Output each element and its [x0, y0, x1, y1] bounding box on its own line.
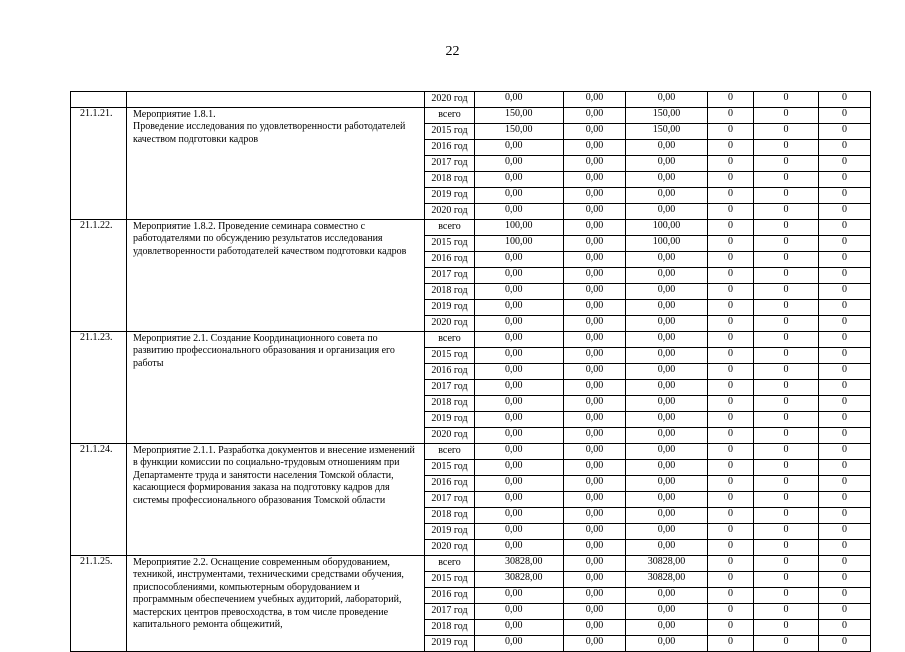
table-row — [71, 220, 871, 236]
federal-cell: 0,00 — [564, 508, 626, 524]
year-cell: 2017 год — [425, 156, 475, 172]
extra-budget-cell: 0 — [754, 156, 819, 172]
regional-cell: 0,00 — [626, 428, 708, 444]
total-cell: 0,00 — [475, 396, 564, 412]
other-cell: 0 — [819, 588, 871, 604]
municipal-cell: 0 — [708, 284, 754, 300]
total-cell: 0,00 — [475, 252, 564, 268]
year-cell: 2016 год — [425, 364, 475, 380]
regional-cell: 0,00 — [626, 348, 708, 364]
other-cell: 0 — [819, 524, 871, 540]
total-cell: 100,00 — [475, 236, 564, 252]
extra-budget-cell: 0 — [754, 316, 819, 332]
extra-budget-cell: 0 — [754, 540, 819, 556]
year-cell: всего — [425, 444, 475, 460]
total-cell: 0,00 — [475, 492, 564, 508]
year-cell: 2019 год — [425, 412, 475, 428]
other-cell: 0 — [819, 92, 871, 108]
municipal-cell: 0 — [708, 556, 754, 572]
event-description: Мероприятие 2.1. Создание Координационного совета по развитию профессионального образования и организация его работы — [127, 332, 425, 444]
municipal-cell: 0 — [708, 236, 754, 252]
regional-cell: 100,00 — [626, 236, 708, 252]
federal-cell: 0,00 — [564, 300, 626, 316]
regional-cell: 0,00 — [626, 508, 708, 524]
regional-cell: 0,00 — [626, 172, 708, 188]
federal-cell: 0,00 — [564, 124, 626, 140]
total-cell: 0,00 — [475, 412, 564, 428]
year-cell: 2019 год — [425, 636, 475, 652]
extra-budget-cell: 0 — [754, 236, 819, 252]
regional-cell: 0,00 — [626, 460, 708, 476]
other-cell: 0 — [819, 172, 871, 188]
regional-cell: 0,00 — [626, 604, 708, 620]
total-cell: 0,00 — [475, 588, 564, 604]
municipal-cell: 0 — [708, 476, 754, 492]
year-cell: 2016 год — [425, 588, 475, 604]
extra-budget-cell: 0 — [754, 380, 819, 396]
total-cell: 0,00 — [475, 428, 564, 444]
extra-budget-cell: 0 — [754, 428, 819, 444]
total-cell: 0,00 — [475, 620, 564, 636]
other-cell: 0 — [819, 220, 871, 236]
municipal-cell: 0 — [708, 348, 754, 364]
extra-budget-cell: 0 — [754, 524, 819, 540]
federal-cell: 0,00 — [564, 540, 626, 556]
federal-cell: 0,00 — [564, 92, 626, 108]
municipal-cell: 0 — [708, 620, 754, 636]
extra-budget-cell: 0 — [754, 492, 819, 508]
year-cell: 2017 год — [425, 492, 475, 508]
regional-cell: 0,00 — [626, 268, 708, 284]
event-number: 21.1.25. — [71, 556, 127, 652]
total-cell: 0,00 — [475, 300, 564, 316]
extra-budget-cell: 0 — [754, 556, 819, 572]
federal-cell: 0,00 — [564, 412, 626, 428]
regional-cell: 0,00 — [626, 188, 708, 204]
regional-cell: 0,00 — [626, 588, 708, 604]
extra-budget-cell: 0 — [754, 348, 819, 364]
municipal-cell: 0 — [708, 380, 754, 396]
other-cell: 0 — [819, 412, 871, 428]
event-description: Мероприятие 2.2. Оснащение современным оборудованием, техникой, инструментами, техническими средствами обучения, приспособлениями, компьютерным оборудованием и программным обеспечением учебных аудиторий, лабораторий, мастерских центров превосходства, в том числе проведение капитального ремонта общежитий, — [127, 556, 425, 652]
federal-cell: 0,00 — [564, 348, 626, 364]
federal-cell: 0,00 — [564, 220, 626, 236]
other-cell: 0 — [819, 572, 871, 588]
federal-cell: 0,00 — [564, 428, 626, 444]
municipal-cell: 0 — [708, 300, 754, 316]
total-cell: 0,00 — [475, 156, 564, 172]
regional-cell: 0,00 — [626, 540, 708, 556]
municipal-cell: 0 — [708, 204, 754, 220]
other-cell: 0 — [819, 364, 871, 380]
regional-cell: 150,00 — [626, 108, 708, 124]
regional-cell: 0,00 — [626, 92, 708, 108]
other-cell: 0 — [819, 348, 871, 364]
federal-cell: 0,00 — [564, 524, 626, 540]
year-cell: 2017 год — [425, 380, 475, 396]
regional-cell: 0,00 — [626, 364, 708, 380]
year-cell: 2018 год — [425, 284, 475, 300]
total-cell: 30828,00 — [475, 556, 564, 572]
municipal-cell: 0 — [708, 252, 754, 268]
year-cell: 2019 год — [425, 300, 475, 316]
other-cell: 0 — [819, 252, 871, 268]
year-cell: 2019 год — [425, 524, 475, 540]
other-cell: 0 — [819, 636, 871, 652]
other-cell: 0 — [819, 460, 871, 476]
year-cell: 2017 год — [425, 268, 475, 284]
regional-cell: 0,00 — [626, 380, 708, 396]
extra-budget-cell: 0 — [754, 332, 819, 348]
extra-budget-cell: 0 — [754, 476, 819, 492]
municipal-cell: 0 — [708, 588, 754, 604]
regional-cell: 0,00 — [626, 396, 708, 412]
total-cell: 0,00 — [475, 268, 564, 284]
extra-budget-cell: 0 — [754, 284, 819, 300]
federal-cell: 0,00 — [564, 172, 626, 188]
year-cell: всего — [425, 108, 475, 124]
regional-cell: 0,00 — [626, 412, 708, 428]
total-cell: 30828,00 — [475, 572, 564, 588]
regional-cell: 0,00 — [626, 620, 708, 636]
total-cell: 150,00 — [475, 124, 564, 140]
municipal-cell: 0 — [708, 92, 754, 108]
municipal-cell: 0 — [708, 444, 754, 460]
regional-cell: 0,00 — [626, 332, 708, 348]
other-cell: 0 — [819, 108, 871, 124]
table-row — [71, 92, 871, 108]
regional-cell: 30828,00 — [626, 556, 708, 572]
total-cell: 0,00 — [475, 92, 564, 108]
table-row — [71, 108, 871, 124]
year-cell: всего — [425, 556, 475, 572]
year-cell: 2015 год — [425, 124, 475, 140]
municipal-cell: 0 — [708, 140, 754, 156]
other-cell: 0 — [819, 332, 871, 348]
year-cell: 2018 год — [425, 508, 475, 524]
federal-cell: 0,00 — [564, 476, 626, 492]
federal-cell: 0,00 — [564, 556, 626, 572]
federal-cell: 0,00 — [564, 492, 626, 508]
total-cell: 0,00 — [475, 380, 564, 396]
extra-budget-cell: 0 — [754, 204, 819, 220]
event-number: 21.1.22. — [71, 220, 127, 332]
regional-cell: 0,00 — [626, 284, 708, 300]
total-cell: 0,00 — [475, 476, 564, 492]
municipal-cell: 0 — [708, 412, 754, 428]
other-cell: 0 — [819, 540, 871, 556]
table-body — [71, 92, 871, 652]
total-cell: 0,00 — [475, 140, 564, 156]
other-cell: 0 — [819, 188, 871, 204]
total-cell: 0,00 — [475, 316, 564, 332]
extra-budget-cell: 0 — [754, 620, 819, 636]
budget-table — [70, 91, 871, 652]
municipal-cell: 0 — [708, 524, 754, 540]
event-description: Мероприятие 1.8.2. Проведение семинара совместно с работодателями по обсуждению результатов исследования удовлетворенности работодателей качеством подготовки кадров — [127, 220, 425, 332]
event-number: 21.1.21. — [71, 108, 127, 220]
regional-cell: 0,00 — [626, 492, 708, 508]
other-cell: 0 — [819, 300, 871, 316]
event-number: 21.1.23. — [71, 332, 127, 444]
event-description: Мероприятие 1.8.1. Проведение исследования по удовлетворенности работодателей качеством подготовки кадров — [127, 108, 425, 220]
total-cell: 0,00 — [475, 604, 564, 620]
extra-budget-cell: 0 — [754, 108, 819, 124]
regional-cell: 0,00 — [626, 524, 708, 540]
other-cell: 0 — [819, 316, 871, 332]
extra-budget-cell: 0 — [754, 572, 819, 588]
federal-cell: 0,00 — [564, 604, 626, 620]
municipal-cell: 0 — [708, 316, 754, 332]
federal-cell: 0,00 — [564, 204, 626, 220]
extra-budget-cell: 0 — [754, 252, 819, 268]
municipal-cell: 0 — [708, 460, 754, 476]
federal-cell: 0,00 — [564, 108, 626, 124]
year-cell: 2018 год — [425, 172, 475, 188]
other-cell: 0 — [819, 604, 871, 620]
extra-budget-cell: 0 — [754, 140, 819, 156]
other-cell: 0 — [819, 124, 871, 140]
extra-budget-cell: 0 — [754, 364, 819, 380]
total-cell: 0,00 — [475, 636, 564, 652]
extra-budget-cell: 0 — [754, 460, 819, 476]
total-cell: 0,00 — [475, 444, 564, 460]
other-cell: 0 — [819, 284, 871, 300]
year-cell: 2020 год — [425, 204, 475, 220]
municipal-cell: 0 — [708, 188, 754, 204]
regional-cell: 30828,00 — [626, 572, 708, 588]
total-cell: 0,00 — [475, 188, 564, 204]
event-number: 21.1.24. — [71, 444, 127, 556]
regional-cell: 0,00 — [626, 636, 708, 652]
municipal-cell: 0 — [708, 156, 754, 172]
table-row — [71, 332, 871, 348]
other-cell: 0 — [819, 476, 871, 492]
year-cell: 2015 год — [425, 236, 475, 252]
federal-cell: 0,00 — [564, 284, 626, 300]
other-cell: 0 — [819, 444, 871, 460]
extra-budget-cell: 0 — [754, 268, 819, 284]
federal-cell: 0,00 — [564, 188, 626, 204]
regional-cell: 0,00 — [626, 156, 708, 172]
page-number: 22 — [445, 44, 460, 59]
extra-budget-cell: 0 — [754, 396, 819, 412]
federal-cell: 0,00 — [564, 364, 626, 380]
total-cell: 0,00 — [475, 524, 564, 540]
year-cell: 2020 год — [425, 92, 475, 108]
municipal-cell: 0 — [708, 636, 754, 652]
extra-budget-cell: 0 — [754, 636, 819, 652]
total-cell: 0,00 — [475, 172, 564, 188]
other-cell: 0 — [819, 620, 871, 636]
federal-cell: 0,00 — [564, 268, 626, 284]
year-cell: 2020 год — [425, 428, 475, 444]
total-cell: 0,00 — [475, 460, 564, 476]
regional-cell: 150,00 — [626, 124, 708, 140]
other-cell: 0 — [819, 156, 871, 172]
federal-cell: 0,00 — [564, 460, 626, 476]
total-cell: 0,00 — [475, 284, 564, 300]
municipal-cell: 0 — [708, 172, 754, 188]
regional-cell: 0,00 — [626, 252, 708, 268]
other-cell: 0 — [819, 236, 871, 252]
other-cell: 0 — [819, 396, 871, 412]
year-cell: всего — [425, 332, 475, 348]
municipal-cell: 0 — [708, 124, 754, 140]
other-cell: 0 — [819, 140, 871, 156]
extra-budget-cell: 0 — [754, 188, 819, 204]
other-cell: 0 — [819, 492, 871, 508]
regional-cell: 100,00 — [626, 220, 708, 236]
year-cell: 2020 год — [425, 540, 475, 556]
municipal-cell: 0 — [708, 108, 754, 124]
municipal-cell: 0 — [708, 428, 754, 444]
other-cell: 0 — [819, 380, 871, 396]
federal-cell: 0,00 — [564, 588, 626, 604]
municipal-cell: 0 — [708, 396, 754, 412]
federal-cell: 0,00 — [564, 444, 626, 460]
table-row — [71, 444, 871, 460]
event-number-cell — [71, 92, 127, 108]
regional-cell: 0,00 — [626, 444, 708, 460]
total-cell: 0,00 — [475, 204, 564, 220]
year-cell: 2015 год — [425, 572, 475, 588]
year-cell: 2019 год — [425, 188, 475, 204]
extra-budget-cell: 0 — [754, 92, 819, 108]
regional-cell: 0,00 — [626, 140, 708, 156]
federal-cell: 0,00 — [564, 236, 626, 252]
total-cell: 0,00 — [475, 348, 564, 364]
federal-cell: 0,00 — [564, 252, 626, 268]
total-cell: 0,00 — [475, 508, 564, 524]
regional-cell: 0,00 — [626, 204, 708, 220]
extra-budget-cell: 0 — [754, 172, 819, 188]
other-cell: 0 — [819, 428, 871, 444]
extra-budget-cell: 0 — [754, 220, 819, 236]
federal-cell: 0,00 — [564, 396, 626, 412]
year-cell: 2015 год — [425, 460, 475, 476]
other-cell: 0 — [819, 268, 871, 284]
federal-cell: 0,00 — [564, 316, 626, 332]
extra-budget-cell: 0 — [754, 412, 819, 428]
total-cell: 0,00 — [475, 540, 564, 556]
federal-cell: 0,00 — [564, 332, 626, 348]
federal-cell: 0,00 — [564, 636, 626, 652]
other-cell: 0 — [819, 204, 871, 220]
regional-cell: 0,00 — [626, 476, 708, 492]
year-cell: 2020 год — [425, 316, 475, 332]
other-cell: 0 — [819, 508, 871, 524]
federal-cell: 0,00 — [564, 620, 626, 636]
extra-budget-cell: 0 — [754, 588, 819, 604]
federal-cell: 0,00 — [564, 380, 626, 396]
total-cell: 150,00 — [475, 108, 564, 124]
year-cell: 2016 год — [425, 476, 475, 492]
extra-budget-cell: 0 — [754, 444, 819, 460]
municipal-cell: 0 — [708, 508, 754, 524]
extra-budget-cell: 0 — [754, 300, 819, 316]
regional-cell: 0,00 — [626, 300, 708, 316]
municipal-cell: 0 — [708, 220, 754, 236]
municipal-cell: 0 — [708, 540, 754, 556]
total-cell: 0,00 — [475, 364, 564, 380]
other-cell: 0 — [819, 556, 871, 572]
year-cell: 2018 год — [425, 396, 475, 412]
table-row — [71, 556, 871, 572]
federal-cell: 0,00 — [564, 140, 626, 156]
total-cell: 100,00 — [475, 220, 564, 236]
municipal-cell: 0 — [708, 268, 754, 284]
federal-cell: 0,00 — [564, 156, 626, 172]
year-cell: 2018 год — [425, 620, 475, 636]
event-description-cell — [127, 92, 425, 108]
municipal-cell: 0 — [708, 572, 754, 588]
event-description: Мероприятие 2.1.1. Разработка документов и внесение изменений в функции комиссии по социально-трудовым отношениям при Департаменте труда и занятости населения Томской области, касающиеся формирования заказа на подготовку кадров для системы профессионального образования Томской области — [127, 444, 425, 556]
year-cell: всего — [425, 220, 475, 236]
extra-budget-cell: 0 — [754, 124, 819, 140]
extra-budget-cell: 0 — [754, 508, 819, 524]
regional-cell: 0,00 — [626, 316, 708, 332]
year-cell: 2015 год — [425, 348, 475, 364]
municipal-cell: 0 — [708, 364, 754, 380]
extra-budget-cell: 0 — [754, 604, 819, 620]
total-cell: 0,00 — [475, 332, 564, 348]
municipal-cell: 0 — [708, 604, 754, 620]
municipal-cell: 0 — [708, 332, 754, 348]
year-cell: 2017 год — [425, 604, 475, 620]
year-cell: 2016 год — [425, 140, 475, 156]
federal-cell: 0,00 — [564, 572, 626, 588]
year-cell: 2016 год — [425, 252, 475, 268]
municipal-cell: 0 — [708, 492, 754, 508]
